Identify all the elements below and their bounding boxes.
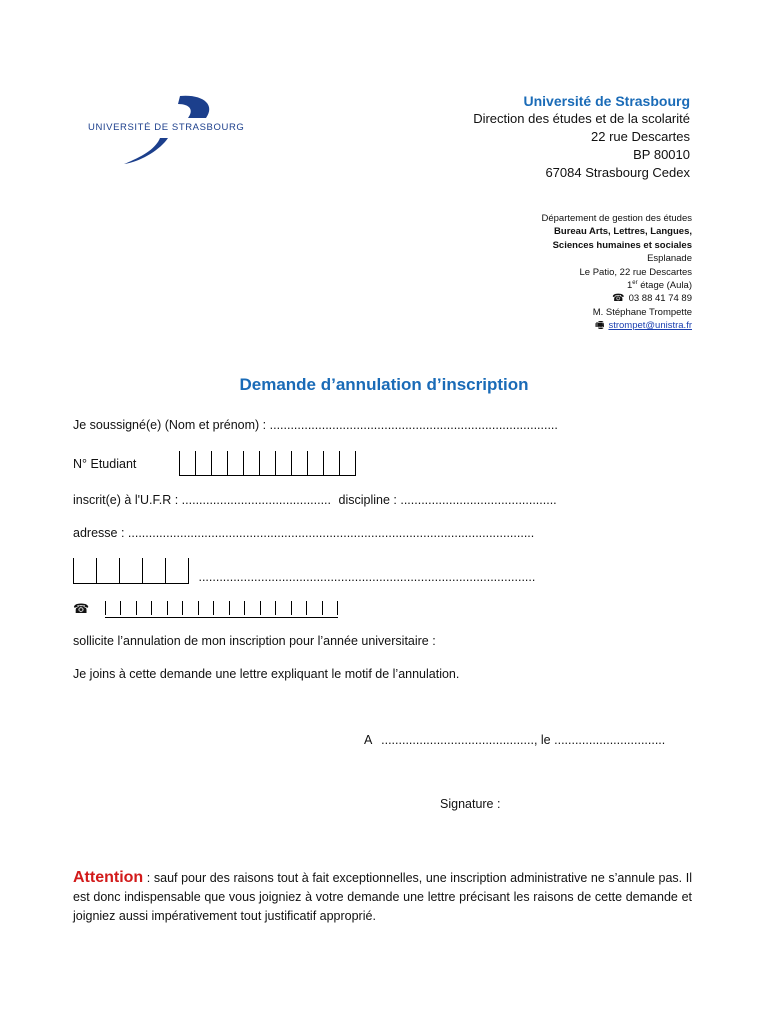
name-row [73, 418, 558, 432]
student-label: N° Etudiant [73, 456, 137, 471]
place-label: A [364, 733, 372, 747]
student-row [73, 451, 356, 476]
place-date-row [364, 733, 665, 747]
place-field[interactable]: ............................................ [381, 733, 534, 747]
logo-text: UNIVERSITÉ DE STRASBOURG [88, 122, 245, 133]
dept-line: Le Patio, 22 rue Descartes [579, 266, 692, 278]
address-line: BP 80010 [633, 147, 690, 162]
dept-contact: M. Stéphane Trompette [592, 306, 692, 318]
address-line: Direction des études et de la scolarité [473, 111, 690, 126]
name-label: Je soussigné(e) (Nom et prénom) : [73, 418, 267, 432]
attention-word: Attention [73, 869, 144, 886]
university-logo [76, 90, 254, 170]
discipline-label: discipline : [338, 493, 397, 507]
dept-bureau: Sciences humaines et sociales [552, 239, 692, 251]
address-line: 67084 Strasbourg Cedex [545, 165, 690, 180]
request-line: sollicite l’annulation de mon inscription pour l’année universitaire : [73, 634, 436, 648]
discipline-field[interactable]: ............................................. [400, 493, 557, 507]
ufr-field[interactable]: ........................................... [181, 493, 332, 507]
city-field[interactable]: ................................................................................................. [198, 570, 536, 584]
dept-email [541, 319, 692, 332]
address-field[interactable]: ..................................................................................................................... [127, 526, 535, 540]
header-address [473, 92, 690, 182]
fax-icon: 🖷 [594, 320, 605, 332]
university-name: Université de Strasbourg [523, 93, 690, 109]
dept-phone: ☎ 03 88 41 74 89 [612, 293, 692, 305]
address-row [73, 526, 534, 540]
phone-field[interactable] [105, 601, 339, 618]
attention-text: : sauf pour des raisons tout à fait exceptionnelles, une inscription administrative ne s’annule pas. Il est donc indispensable que vous joigniez à votre demande une lettre précisant les raisons de cette demande et joigniez aussi impérativement tout justificatif approprié. [73, 871, 692, 923]
page-title: Demande d’annulation d’inscription [239, 375, 529, 394]
date-field[interactable]: ................................ [554, 733, 666, 747]
postcode-row [73, 558, 535, 584]
department-block [541, 212, 692, 333]
dept-line: Département de gestion des études [541, 213, 692, 224]
attention-notice [73, 868, 692, 926]
address-label: adresse : [73, 526, 125, 540]
ufr-label: inscrit(e) à l'U.F.R : [73, 493, 179, 507]
dept-line: Esplanade [647, 253, 692, 265]
student-number-field[interactable] [179, 451, 356, 476]
dept-bureau: Bureau Arts, Lettres, Langues, [554, 226, 692, 238]
dept-floor: 1er étage (Aula) [626, 279, 692, 292]
phone-icon: ☎ [612, 293, 625, 305]
name-field[interactable]: ................................................................................... [269, 418, 558, 432]
email-link[interactable]: strompet@unistra.fr [608, 320, 692, 332]
postcode-field[interactable] [73, 558, 189, 584]
ufr-row [73, 493, 557, 507]
phone-icon: ☎ [73, 601, 90, 616]
phone-row [73, 601, 338, 618]
letter-line: Je joins à cette demande une lettre expliquant le motif de l’annulation. [73, 667, 460, 681]
address-line: 22 rue Descartes [591, 129, 690, 144]
date-label: , le [533, 733, 551, 747]
signature-label: Signature : [440, 797, 501, 811]
